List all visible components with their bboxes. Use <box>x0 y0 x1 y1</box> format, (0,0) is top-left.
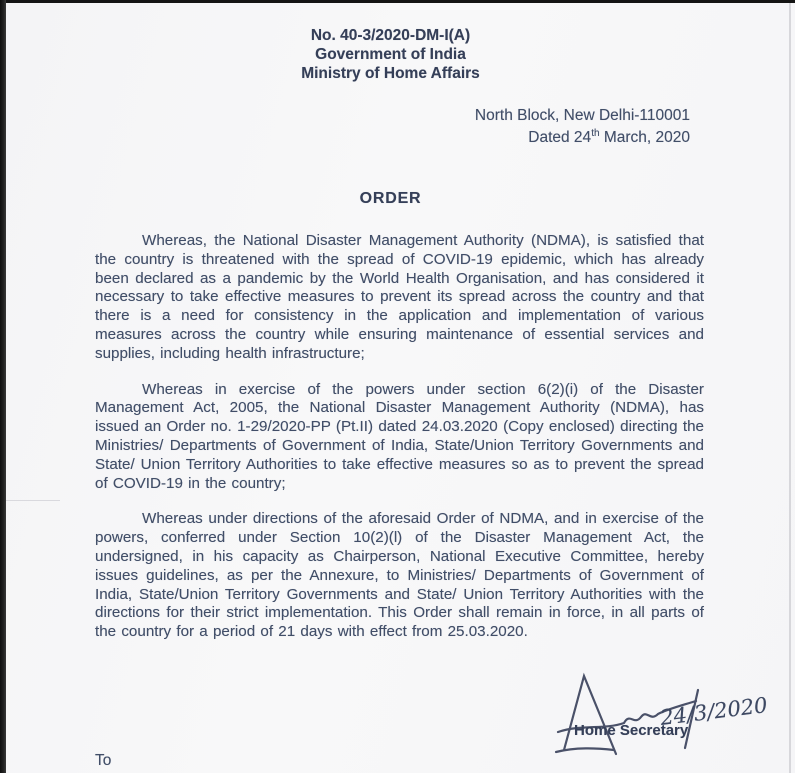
handwritten-date: 24/3/2020 <box>658 693 769 730</box>
reference-number: No. 40-3/2020-DM-I(A) <box>310 27 471 44</box>
scan-edge-left <box>0 0 6 773</box>
signature-scribble <box>548 666 792 772</box>
scan-edge-top <box>0 0 795 3</box>
paragraph-whereas-directions-guidelines: Whereas under directions of the aforesaid Order of NDMA, and in exercise of the powers, conferred under Section 10(2)(l) of the Disaster Management Act, the undersigned, in his capacity as Chairperson, National Executive Committee, hereby issues guidelines, as per the Annexure, to Ministries/ Departments of Government of India, State/Union Territory Governments and State/ Union Territory Authorities with the directions for their strict implementation. This Order shall remain in force, in all parts of the country for a period of 21 days with effect from 25.03.2020. <box>95 510 704 641</box>
closing-salutation: To <box>95 752 112 769</box>
scan-crease-line <box>6 500 60 501</box>
paragraph-whereas-powers-section6: Whereas in exercise of the powers under section 6(2)(i) of the Disaster Management Act, 2005, the National Disaster Management Authority (NDMA), has issued an Order no. 1-29/2020-PP (Pt.II) dated 24.03.2020 (Copy enclosed) directing the Ministries/ Departments of Government of India, State/Union Territory Governments and State/ Union Territory Authorities to take effective measures so as to prevent the spread of COVID-19 in the country; <box>95 380 704 492</box>
date-line <box>0 127 690 149</box>
paragraph-whereas-ndma-satisfied: Whereas, the National Disaster Management Authority (NDMA), is satisfied that the country is threatened with the spread of COVID-19 epidemic, which has already been declared as a pandemic by the World Health Organisation, and has considered it necessary to take effective measures to prevent its spread across the country and that there is a need for consistency in the application and implementation of various measures across the country while ensuring maintenance of essential services and supplies, including health infrastructure; <box>95 232 704 362</box>
scan-edge-right <box>789 0 791 773</box>
order-heading: ORDER <box>359 190 422 207</box>
place-line: North Block, New Delhi-110001 <box>474 107 690 124</box>
issuer-ministry-line: Ministry of Home Affairs <box>301 65 480 82</box>
order-body <box>95 232 704 642</box>
date-ordinal-superscript: th <box>591 127 600 139</box>
issuer-government-line: Government of India <box>315 46 466 63</box>
date-suffix: March, 2020 <box>599 129 690 146</box>
date-prefix: Dated 24 <box>528 129 592 146</box>
signature-triangle-stroke <box>564 676 616 754</box>
place-date-block <box>0 105 795 149</box>
signatory-title: Home Secretary <box>574 722 689 739</box>
signature-block <box>548 666 792 772</box>
letterhead <box>0 26 795 83</box>
